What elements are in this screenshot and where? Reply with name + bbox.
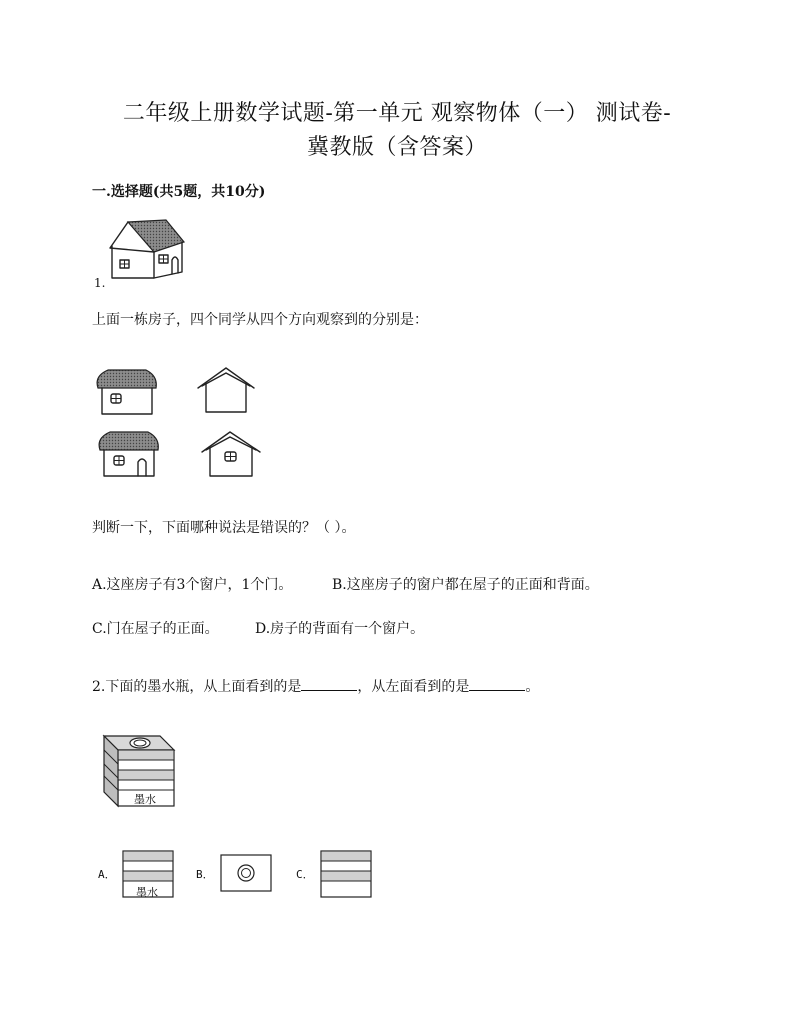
section-heading: 一.选择题(共5题，共10分): [92, 184, 266, 200]
option2-b-figure[interactable]: [220, 854, 272, 892]
question1-question: 判断一下，下面哪种说法是错误的？（ ）。: [92, 520, 356, 536]
question2-text-part1: 2.下面的墨水瓶，从上面看到的是: [92, 679, 302, 695]
option2-c-label[interactable]: C．: [296, 868, 314, 881]
option2-c-figure[interactable]: [320, 850, 372, 898]
option2-a-text: 墨水: [136, 886, 158, 899]
option-a[interactable]: A.这座房子有3个窗户，1个门。: [92, 577, 293, 593]
ink-bottle-label: 墨水: [134, 793, 156, 806]
house-view-back: [96, 430, 162, 482]
answer-blank-top[interactable]: [301, 689, 357, 691]
house-view-front: [94, 366, 160, 418]
option-d[interactable]: D.房子的背面有一个窗户。: [255, 621, 425, 637]
house-view-side-empty: [196, 364, 256, 416]
page-title-line2: 冀教版（含答案）: [306, 135, 487, 160]
question1-number: 1.: [94, 276, 106, 290]
house-view-side-window: [200, 428, 262, 480]
answer-blank-left[interactable]: [469, 689, 525, 691]
option-b[interactable]: B.这座房子的窗户都在屋子的正面和背面。: [332, 577, 599, 593]
question2-text: [92, 676, 539, 696]
house-3d-illustration: [104, 218, 186, 282]
question1-prompt: 上面一栋房子，四个同学从四个方向观察到的分别是：: [92, 312, 428, 328]
option2-b-label[interactable]: B．: [196, 868, 214, 881]
page-title-line1: 二年级上册数学试题-第一单元 观察物体（一） 测试卷-: [122, 101, 672, 126]
question2-text-part3: 。: [525, 679, 540, 695]
option-c[interactable]: C.门在屋子的正面。: [92, 621, 219, 637]
option2-a-label[interactable]: A．: [98, 868, 116, 881]
question2-text-part2: ，从左面看到的是: [357, 679, 470, 695]
